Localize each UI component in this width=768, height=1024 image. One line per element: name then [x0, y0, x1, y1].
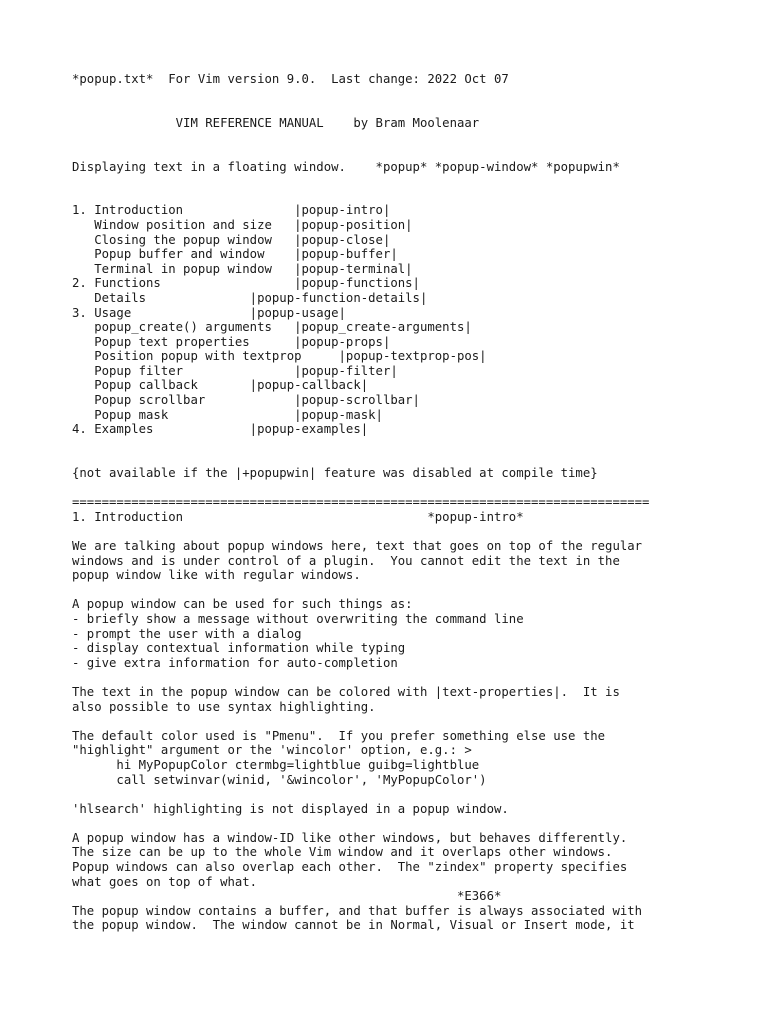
text-line: 'hlsearch' highlighting is not displayed in a popup window. [72, 801, 509, 816]
text-line: - display contextual information while typing [72, 641, 406, 656]
text-line: what goes on top of what. [72, 874, 258, 889]
text-line [72, 481, 732, 496]
text-line: the popup window. The window cannot be in Normal, Visual or Insert mode, it [72, 918, 635, 933]
text-line: Popup filter |popup-filter| [72, 363, 398, 378]
text-line [72, 524, 732, 539]
text-line: The default color used is "Pmenu". If you prefer something else use the [72, 728, 606, 743]
text-line: The text in the popup window can be colored with |text-properties|. It is [72, 684, 620, 699]
text-line: 4. Examples |popup-examples| [72, 422, 369, 437]
text-line: The popup window contains a buffer, and that buffer is always associated with [72, 903, 643, 918]
text-line: "highlight" argument or the 'wincolor' option, e.g.: > [72, 743, 472, 758]
text-line [72, 437, 732, 452]
section-heading-introduction: 1. Introduction *popup-intro* [72, 509, 524, 524]
manual-title-line: VIM REFERENCE MANUAL by Bram Moolenaar [72, 115, 480, 130]
text-line: A popup window has a window-ID like other windows, but behaves differently. [72, 830, 628, 845]
text-line: windows and is under control of a plugin. You cannot edit the text in the [72, 553, 620, 568]
text-line: Popup windows can also overlap each other. The "zindex" property specifies [72, 860, 628, 875]
text-line: - give extra information for auto-completion [72, 655, 398, 670]
text-line: The size can be up to the whole Vim window and it overlaps other windows. [72, 845, 613, 860]
text-line [72, 130, 732, 145]
doc-subject-line: Displaying text in a floating window. *popup* *popup-window* *popupwin* [72, 159, 620, 174]
text-line: Popup scrollbar |popup-scrollbar| [72, 393, 420, 408]
text-line: We are talking about popup windows here, text that goes on top of the regular [72, 539, 643, 553]
text-line [72, 101, 732, 116]
text-line: 1. Introduction |popup-intro| [72, 203, 391, 218]
text-line: Closing the popup window |popup-close| [72, 232, 391, 247]
text-line [72, 451, 732, 466]
text-line [72, 174, 732, 189]
text-line: popup_create() arguments |popup_create-arguments| [72, 320, 472, 335]
text-line [72, 145, 732, 160]
doc-header-line: *popup.txt* For Vim version 9.0. Last change: 2022 Oct 07 [72, 72, 509, 86]
text-line: Window position and size |popup-position| [72, 217, 413, 232]
document-page [72, 72, 732, 933]
text-line [72, 670, 732, 685]
text-line [72, 816, 732, 831]
text-line: also possible to use syntax highlighting. [72, 699, 376, 714]
text-line: - briefly show a message without overwriting the command line [72, 611, 524, 626]
text-line [72, 87, 732, 102]
text-line [72, 714, 732, 729]
text-line: 2. Functions |popup-functions| [72, 276, 420, 291]
text-line: Terminal in popup window |popup-terminal| [72, 261, 413, 276]
text-line: hi MyPopupColor ctermbg=lightblue guibg=lightblue [72, 757, 480, 772]
text-line: {not available if the |+popupwin| feature was disabled at compile time} [72, 466, 598, 481]
text-line: 3. Usage |popup-usage| [72, 305, 346, 320]
text-line: Position popup with textprop |popup-textprop-pos| [72, 349, 487, 364]
text-line: Popup text properties |popup-props| [72, 334, 391, 349]
text-line [72, 787, 732, 802]
text-line: A popup window can be used for such things as: [72, 597, 413, 612]
text-line: Popup callback |popup-callback| [72, 378, 369, 393]
text-line: - prompt the user with a dialog [72, 626, 302, 641]
text-line: Details |popup-function-details| [72, 290, 428, 305]
text-line [72, 583, 732, 598]
text-line [72, 189, 732, 204]
text-line: Popup buffer and window |popup-buffer| [72, 247, 398, 262]
text-line: popup window like with regular windows. [72, 568, 361, 583]
text-line: call setwinvar(winid, '&wincolor', 'MyPopupColor') [72, 772, 487, 787]
text-line: *E366* [72, 889, 502, 904]
section-divider: ============================================================================== [72, 495, 650, 510]
text-line: Popup mask |popup-mask| [72, 407, 383, 422]
